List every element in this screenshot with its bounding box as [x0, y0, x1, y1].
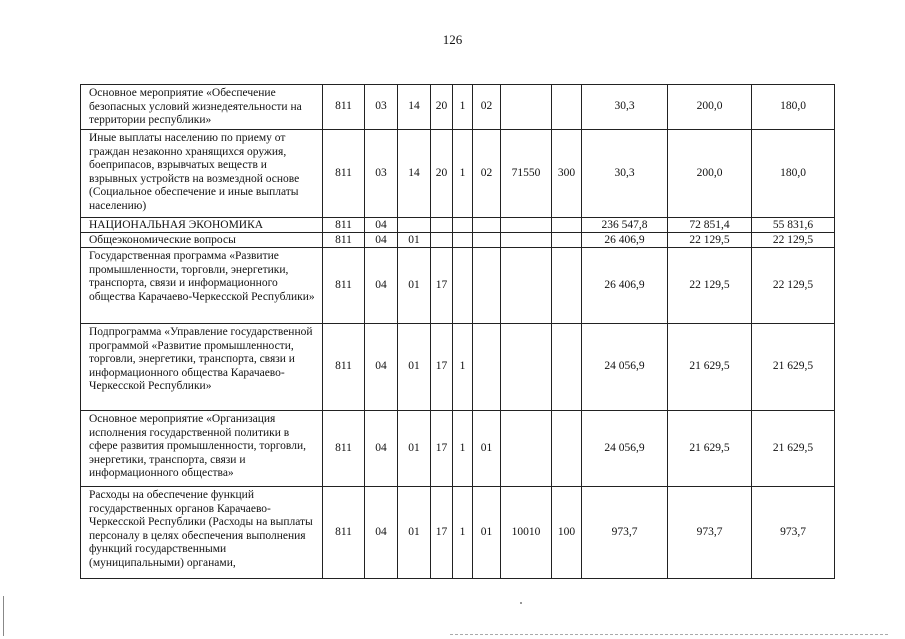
row-name: Общеэкономические вопросы: [81, 233, 323, 248]
cell-expense-type: [552, 411, 582, 487]
cell-value-1: 26 406,9: [582, 233, 668, 248]
cell-value-3: 21 629,5: [752, 411, 835, 487]
cell-subprogram: 1: [453, 130, 473, 218]
cell-subsection: 14: [398, 130, 431, 218]
cell-value-2: 200,0: [668, 130, 752, 218]
cell-code: 811: [323, 218, 365, 233]
cell-subsection: 01: [398, 411, 431, 487]
cell-subprogram: [453, 233, 473, 248]
cell-value-3: 180,0: [752, 85, 835, 130]
cell-direction: [501, 411, 552, 487]
cell-subprogram: [453, 248, 473, 324]
cell-value-3: 55 831,6: [752, 218, 835, 233]
cell-code: 811: [323, 85, 365, 130]
cell-direction: [501, 85, 552, 130]
scan-speck: [520, 602, 522, 604]
table-row: [81, 487, 835, 579]
cell-section: 03: [365, 130, 398, 218]
table-row: [81, 324, 835, 411]
cell-value-2: 22 129,5: [668, 233, 752, 248]
cell-event: 01: [473, 487, 501, 579]
cell-value-3: 22 129,5: [752, 233, 835, 248]
cell-program: [431, 218, 453, 233]
cell-section: 04: [365, 233, 398, 248]
cell-expense-type: [552, 324, 582, 411]
cell-section: 03: [365, 85, 398, 130]
cell-code: 811: [323, 487, 365, 579]
cell-event: [473, 324, 501, 411]
cell-event: 01: [473, 411, 501, 487]
cell-event: [473, 233, 501, 248]
cell-section: 04: [365, 411, 398, 487]
cell-program: 17: [431, 487, 453, 579]
cell-value-2: 200,0: [668, 85, 752, 130]
cell-value-3: 22 129,5: [752, 248, 835, 324]
cell-value-2: 21 629,5: [668, 411, 752, 487]
cell-event: [473, 218, 501, 233]
cell-program: 17: [431, 411, 453, 487]
row-name: Иные выплаты населению по приему от граждан незаконно хранящихся оружия, боеприпасов, взрывчатых веществ и взрывных устройств на возмездной основе (Социальное обеспечение и иные выплаты населению): [81, 130, 323, 218]
cell-subsection: 01: [398, 248, 431, 324]
cell-direction: 71550: [501, 130, 552, 218]
page-number: 126: [442, 32, 463, 47]
cell-subsection: 01: [398, 324, 431, 411]
scan-bottom-edge: [450, 634, 890, 635]
row-name: Государственная программа «Развитие промышленности, торговли, энергетики, транспорта, связи и информационного общества Карачаево-Черкесской Республики»: [81, 248, 323, 324]
cell-subprogram: 1: [453, 487, 473, 579]
cell-value-1: 30,3: [582, 85, 668, 130]
scan-edge-mark: [3, 596, 4, 636]
cell-expense-type: [552, 218, 582, 233]
cell-value-1: 26 406,9: [582, 248, 668, 324]
cell-direction: [501, 324, 552, 411]
cell-section: 04: [365, 487, 398, 579]
cell-event: 02: [473, 130, 501, 218]
cell-subsection: 01: [398, 233, 431, 248]
cell-value-3: 21 629,5: [752, 324, 835, 411]
cell-value-1: 236 547,8: [582, 218, 668, 233]
cell-value-2: 973,7: [668, 487, 752, 579]
table-row: [81, 130, 835, 218]
table-row: [81, 85, 835, 130]
cell-expense-type: [552, 85, 582, 130]
cell-expense-type: [552, 233, 582, 248]
cell-value-1: 24 056,9: [582, 324, 668, 411]
cell-subsection: [398, 218, 431, 233]
cell-program: 17: [431, 324, 453, 411]
table-row: [81, 233, 835, 248]
cell-value-3: 973,7: [752, 487, 835, 579]
cell-event: [473, 248, 501, 324]
cell-event: 02: [473, 85, 501, 130]
cell-section: 04: [365, 248, 398, 324]
cell-program: [431, 233, 453, 248]
cell-direction: [501, 248, 552, 324]
cell-value-1: 30,3: [582, 130, 668, 218]
cell-subsection: 14: [398, 85, 431, 130]
cell-value-2: 22 129,5: [668, 248, 752, 324]
budget-table: [80, 84, 835, 579]
cell-expense-type: 300: [552, 130, 582, 218]
cell-value-2: 72 851,4: [668, 218, 752, 233]
cell-direction: [501, 233, 552, 248]
cell-program: 17: [431, 248, 453, 324]
cell-code: 811: [323, 324, 365, 411]
table-row: [81, 218, 835, 233]
cell-subprogram: 1: [453, 324, 473, 411]
cell-value-3: 180,0: [752, 130, 835, 218]
cell-direction: 10010: [501, 487, 552, 579]
cell-subsection: 01: [398, 487, 431, 579]
cell-section: 04: [365, 324, 398, 411]
cell-code: 811: [323, 130, 365, 218]
cell-expense-type: 100: [552, 487, 582, 579]
row-name: Подпрограмма «Управление государственной программой «Развитие промышленности, торговли, энергетики, транспорта, связи и информационного общества Карачаево-Черкесской Республики»: [81, 324, 323, 411]
row-name: НАЦИОНАЛЬНАЯ ЭКОНОМИКА: [81, 218, 323, 233]
cell-subprogram: 1: [453, 411, 473, 487]
cell-code: 811: [323, 411, 365, 487]
cell-direction: [501, 218, 552, 233]
cell-code: 811: [323, 248, 365, 324]
cell-value-1: 973,7: [582, 487, 668, 579]
row-name: Основное мероприятие «Организация исполнения государственной политики в сфере развития промышленности, торговли, энергетики, транспорта, связи и информационного общества»: [81, 411, 323, 487]
cell-program: 20: [431, 85, 453, 130]
cell-expense-type: [552, 248, 582, 324]
table-row: [81, 411, 835, 487]
cell-subprogram: 1: [453, 85, 473, 130]
cell-program: 20: [431, 130, 453, 218]
row-name: Основное мероприятие «Обеспечение безопасных условий жизнедеятельности на территории республики»: [81, 85, 323, 130]
cell-code: 811: [323, 233, 365, 248]
cell-value-1: 24 056,9: [582, 411, 668, 487]
row-name: Расходы на обеспечение функций государственных органов Карачаево-Черкесской Республики (Расходы на выплаты персоналу в целях обеспечения выполнения функций государственными (муниципальными) органами,: [81, 487, 323, 579]
table-row: [81, 248, 835, 324]
cell-subprogram: [453, 218, 473, 233]
cell-value-2: 21 629,5: [668, 324, 752, 411]
cell-section: 04: [365, 218, 398, 233]
